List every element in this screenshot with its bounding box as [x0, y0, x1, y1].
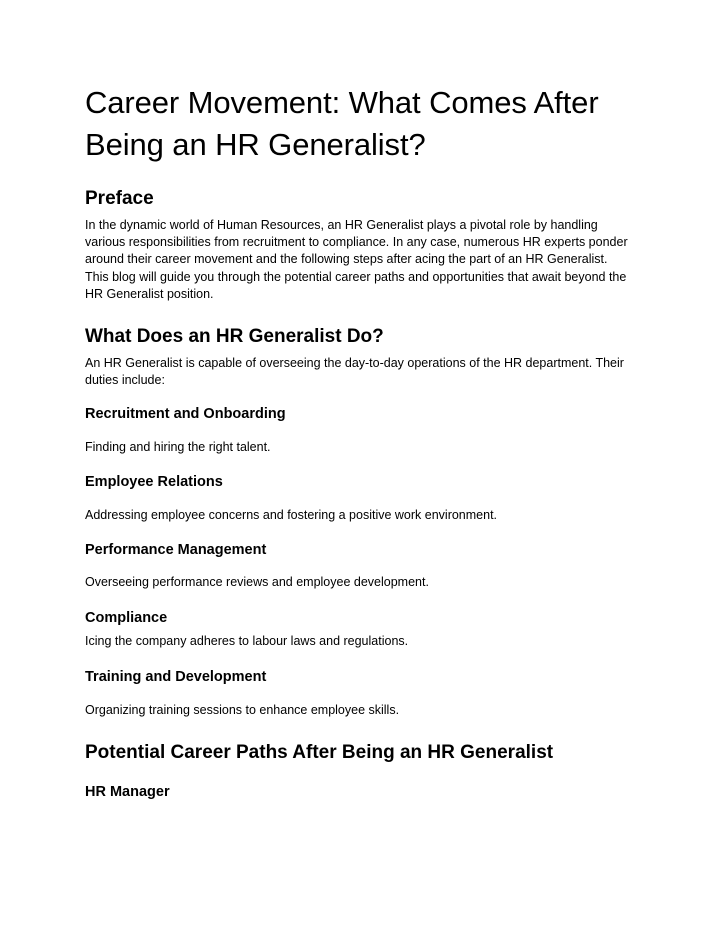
- what-does-intro: An HR Generalist is capable of overseeing the day-to-day operations of the HR department. Their duties include:: [85, 356, 624, 388]
- duty-heading-compliance: Compliance: [85, 610, 168, 626]
- duty-text-employee-relations: Addressing employee concerns and fostering a positive work environment.: [85, 508, 498, 522]
- duty-text-training: Organizing training sessions to enhance employee skills.: [85, 703, 400, 717]
- duty-text-compliance: Icing the company adheres to labour laws and regulations.: [85, 634, 409, 648]
- what-does-heading: What Does an HR Generalist Do?: [85, 326, 384, 347]
- duty-heading-performance: Performance Management: [85, 542, 267, 558]
- duty-text-performance: Overseeing performance reviews and employee development.: [85, 575, 429, 589]
- document-title: Career Movement: What Comes After Being an HR Generalist?: [85, 85, 599, 162]
- career-paths-heading: Potential Career Paths After Being an HR Generalist: [85, 742, 554, 763]
- preface-heading: Preface: [85, 188, 154, 209]
- duty-heading-employee-relations: Employee Relations: [85, 474, 223, 490]
- duty-heading-recruitment: Recruitment and Onboarding: [85, 406, 286, 422]
- duty-heading-training: Training and Development: [85, 669, 267, 685]
- career-path-hr-manager-heading: HR Manager: [85, 784, 170, 800]
- preface-body: In the dynamic world of Human Resources, an HR Generalist plays a pivotal role by handling various responsibilities from recruitment to compliance. In any case, numerous HR experts ponder around their career movement and the following steps after acing the part of an HR Generalist. This blog will guide you through the potential career paths and opportunities that await beyond the HR Generalist position.: [85, 218, 628, 301]
- duty-text-recruitment: Finding and hiring the right talent.: [85, 440, 271, 454]
